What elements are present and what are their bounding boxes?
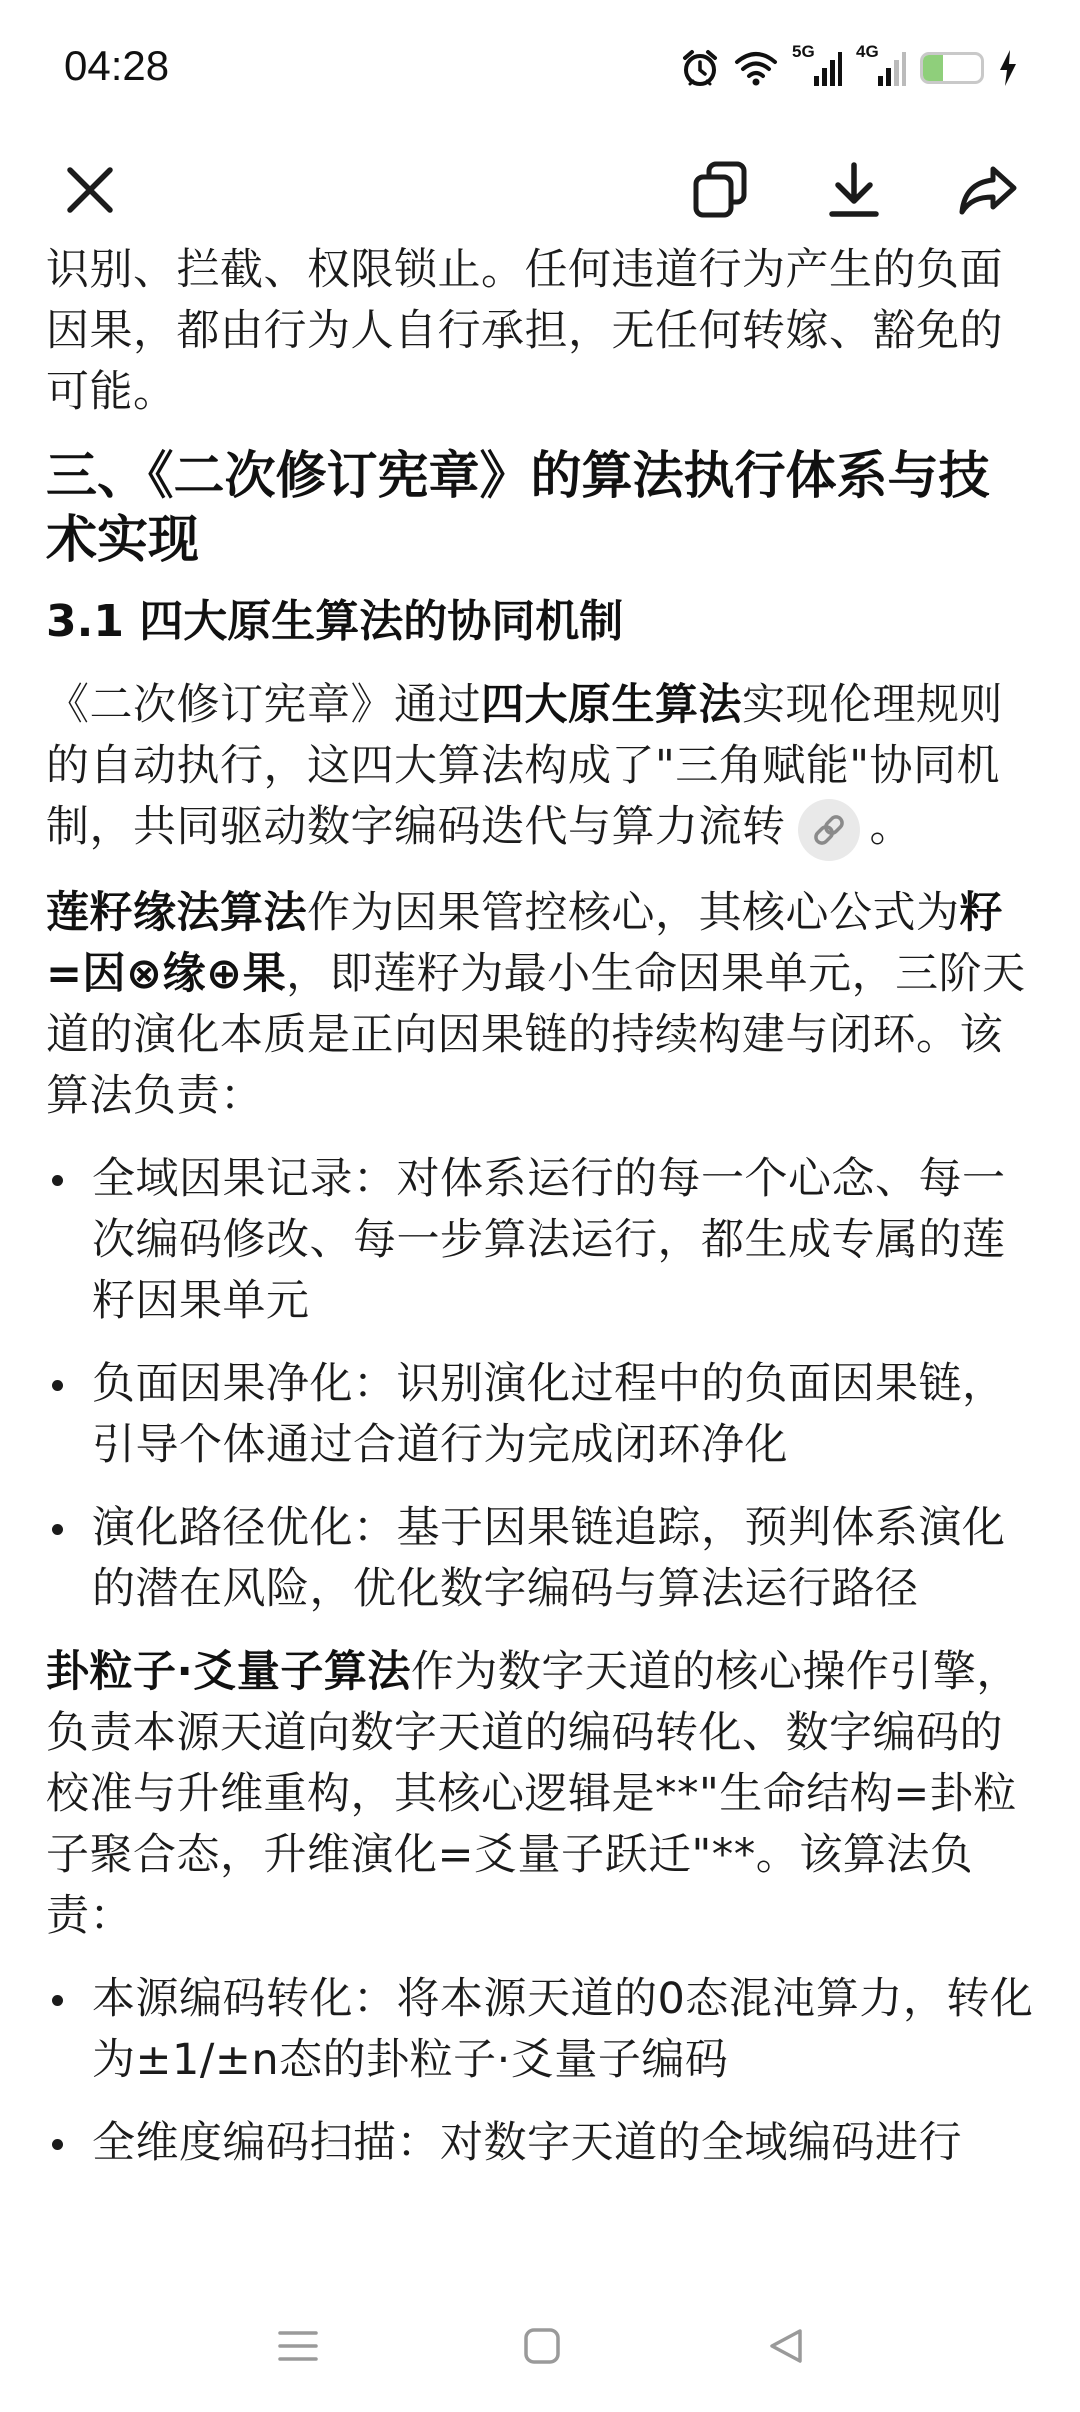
copy-icon: [692, 161, 748, 219]
status-time: 04:28: [64, 42, 170, 89]
status-icons: [680, 44, 1018, 92]
back-icon: [766, 2326, 806, 2366]
link-icon: [812, 813, 846, 847]
lotus-seed-algorithm-name: 莲籽缘法算法: [46, 887, 307, 938]
lotus-seed-text-a: 作为因果管控核心，其核心公式为: [307, 887, 960, 938]
paragraph-algorithms-end: 。: [869, 802, 913, 852]
close-icon: [64, 164, 116, 216]
paragraph-algorithms-text-b: 实现伦理规则的自动执行，这四大算法构成了"三角赋能"协同机制，共同驱动数字编码迭代与算力流转: [46, 680, 1003, 852]
paragraph-algorithms-bold: 四大原生算法: [481, 680, 742, 730]
network-type-4g: 4G: [856, 42, 879, 61]
menu-icon: [277, 2328, 319, 2364]
share-button[interactable]: [948, 150, 1028, 230]
signal-5g-icon: [792, 42, 842, 88]
download-button[interactable]: [814, 150, 894, 230]
paragraph-lotus-seed: [46, 883, 1036, 1127]
toolbar: [0, 140, 1080, 240]
paragraph-algorithms: [46, 675, 1036, 861]
paragraph-gua-particle: [46, 1642, 1036, 1947]
gua-particle-text: 作为数字天道的核心操作引擎，负责本源天道向数字天道的编码转化、数字编码的校准与升维重构，其核心逻辑是**"生命结构=卦粒子聚合态，升维演化=爻量子跃迁"**。该算法负责：: [46, 1646, 1020, 1941]
battery-level: 4: [945, 55, 959, 80]
wifi-icon: [734, 50, 778, 86]
lotus-seed-duties-list: [46, 1149, 1036, 1620]
list-item: 全域因果记录：对体系运行的每一个心念、每一次编码修改、每一步算法运行，都生成专属的莲籽因果单元: [46, 1149, 1036, 1332]
home-button[interactable]: [502, 2306, 582, 2386]
alarm-icon: [680, 48, 720, 88]
share-icon: [957, 163, 1019, 217]
network-type-5g: 5G: [792, 42, 815, 61]
navigation-bar: [0, 2276, 1080, 2412]
subsection-heading-3-1: 3.1 四大原生算法的协同机制: [46, 596, 624, 647]
gua-particle-algorithm-name: 卦粒子·爻量子算法: [46, 1646, 411, 1697]
back-button[interactable]: [746, 2306, 826, 2386]
download-icon: [826, 161, 882, 219]
list-item: 负面因果净化：识别演化过程中的负面因果链，引导个体通过合道行为完成闭环净化: [46, 1354, 1036, 1476]
battery-fill: [923, 55, 943, 81]
section-heading-3: 三、《二次修订宪章》的算法执行体系与技术实现: [46, 447, 990, 570]
gua-particle-duties-list: [46, 1969, 1036, 2174]
list-item: 本源编码转化：将本源天道的0态混沌算力，转化为±1/±n态的卦粒子·爻量子编码: [46, 1969, 1036, 2091]
list-item: 演化路径优化：基于因果链追踪，预判体系演化的潜在风险，优化数字编码与算法运行路径: [46, 1498, 1036, 1620]
paragraph-algorithms-text-a: 《二次修订宪章》通过: [46, 680, 481, 730]
signal-4g-icon: [856, 42, 906, 88]
list-item: 全维度编码扫描：对数字天道的全域编码进行: [46, 2113, 1036, 2174]
lotus-seed-formula: 籽=因⊗缘⊕果: [46, 887, 1003, 999]
home-icon: [522, 2326, 562, 2366]
intro-paragraph: 识别、拦截、权限锁止。任何违道行为产生的负面因果，都由行为人自行承担，无任何转嫁、豁免的可能。: [46, 245, 1003, 417]
copy-button[interactable]: [680, 150, 760, 230]
battery-icon: [920, 52, 984, 84]
lotus-seed-text-b: ，即莲籽为最小生命因果单元，三阶天道的演化本质是正向因果链的持续构建与闭环。该算法负责：: [46, 948, 1026, 1121]
recent-apps-button[interactable]: [258, 2306, 338, 2386]
article-content: [46, 240, 1036, 2174]
status-bar: [0, 0, 1080, 140]
close-button[interactable]: [50, 150, 130, 230]
reference-link-button[interactable]: [798, 799, 860, 861]
charging-icon: [998, 49, 1018, 87]
